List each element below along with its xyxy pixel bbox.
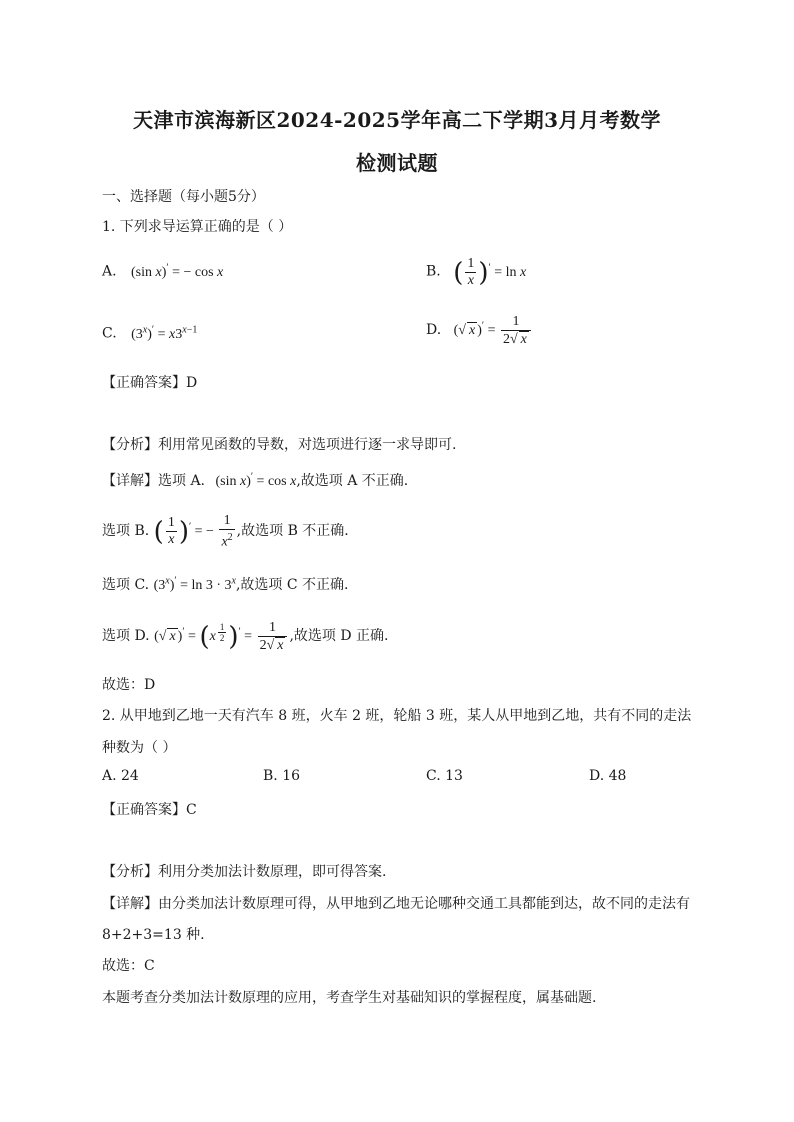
q1-detail-d (102, 620, 389, 654)
q1-conclusion: 故选：D (102, 677, 156, 693)
q1-detail-c-formula: $(3^x)' = \ln 3 \cdot 3^x$ (153, 575, 236, 593)
q1-option-a (102, 262, 223, 281)
q2-detail-line1: 【详解】由分类加法计数原理可得，从甲地到乙地无论哪种交通工具都能到达，故不同的走法有 (102, 896, 690, 912)
q2-answer: 【正确答案】C (102, 802, 197, 818)
q1-option-c (102, 324, 197, 343)
q1-detail-b-suffix: ,故选项 B 不正确. (236, 523, 349, 540)
q2-option-a: A. 24 (102, 768, 139, 784)
q1-option-b-formula: ( $\frac{1}{x}$ )′ = ln x (453, 256, 527, 288)
q2-conclusion: 故选：C (102, 958, 155, 974)
q2-stem-line2: 种数为（ ） (102, 740, 177, 756)
q1-option-b (426, 256, 526, 289)
q1-option-c-formula: $(3^x)' = x3^{x-1}$ (131, 324, 198, 342)
q1-detail-b (102, 513, 349, 551)
q1-detail-c-suffix: ,故选项 C 不正确. (235, 577, 349, 593)
q1-option-b-label: B. (426, 263, 441, 280)
q1-detail-c-prefix: 选项 C. (102, 577, 150, 593)
q1-detail-b-formula: ( $\frac{1}{x}$ )′ = − $\frac{1}{x^2}$ (153, 513, 233, 550)
q1-option-a-formula: (sin x)′ = − cos x (131, 262, 224, 280)
q1-stem: 1. 下列求导运算正确的是（ ） (102, 219, 293, 235)
q1-detail-prefix: 【详解】选项 A. (102, 473, 206, 489)
page-subtitle: 检测试题 (356, 151, 438, 175)
q1-option-d-label: D. (426, 322, 442, 339)
q1-detail-d-formula: (√ x )′ = (x $^{\frac{1}{2}}$ )′ = $\frac{1}{2√ x}$ (154, 629, 289, 644)
section-heading: 一、选择题（每小题5分） (102, 189, 265, 205)
q1-detail-b-prefix: 选项 B. (102, 523, 150, 540)
q2-option-d: D. 48 (589, 768, 627, 784)
q1-detail-c (102, 574, 348, 594)
q1-detail-d-prefix: 选项 D. (102, 628, 150, 645)
q1-option-d (426, 314, 533, 348)
q2-note: 本题考查分类加法计数原理的应用，考查学生对基础知识的掌握程度，属基础题. (102, 990, 597, 1006)
q1-detail-a-formula: (sin x)′ = cos x (215, 471, 297, 489)
q1-option-c-label: C. (102, 325, 117, 342)
q2-option-c: C. 13 (426, 768, 463, 784)
q1-detail-a-suffix: ,故选项 A 不正确. (296, 473, 409, 489)
q1-answer: 【正确答案】D (102, 375, 198, 391)
q2-option-b: B. 16 (263, 768, 301, 784)
q2-detail-line2: 8+2+3=13 种. (102, 927, 205, 943)
q1-analysis: 【分析】利用常见函数的导数，对选项进行逐一求导即可. (102, 437, 457, 453)
q1-option-a-label: A. (102, 263, 117, 280)
page-title: 天津市滨海新区2024-2025学年高二下学期3月月考数学 (132, 108, 662, 132)
q1-detail-a (102, 470, 408, 490)
q1-option-d-formula: (√ x )′ = $\frac{1}{2√ x}$ (454, 323, 533, 338)
q2-analysis: 【分析】利用分类加法计数原理，即可得答案. (102, 864, 387, 880)
q2-stem-line1: 2. 从甲地到乙地一天有汽车 8 班，火车 2 班，轮船 3 班，某人从甲地到乙地，共有不同的走法 (102, 708, 692, 724)
q1-detail-d-suffix: ,故选项 D 正确. (289, 628, 389, 645)
